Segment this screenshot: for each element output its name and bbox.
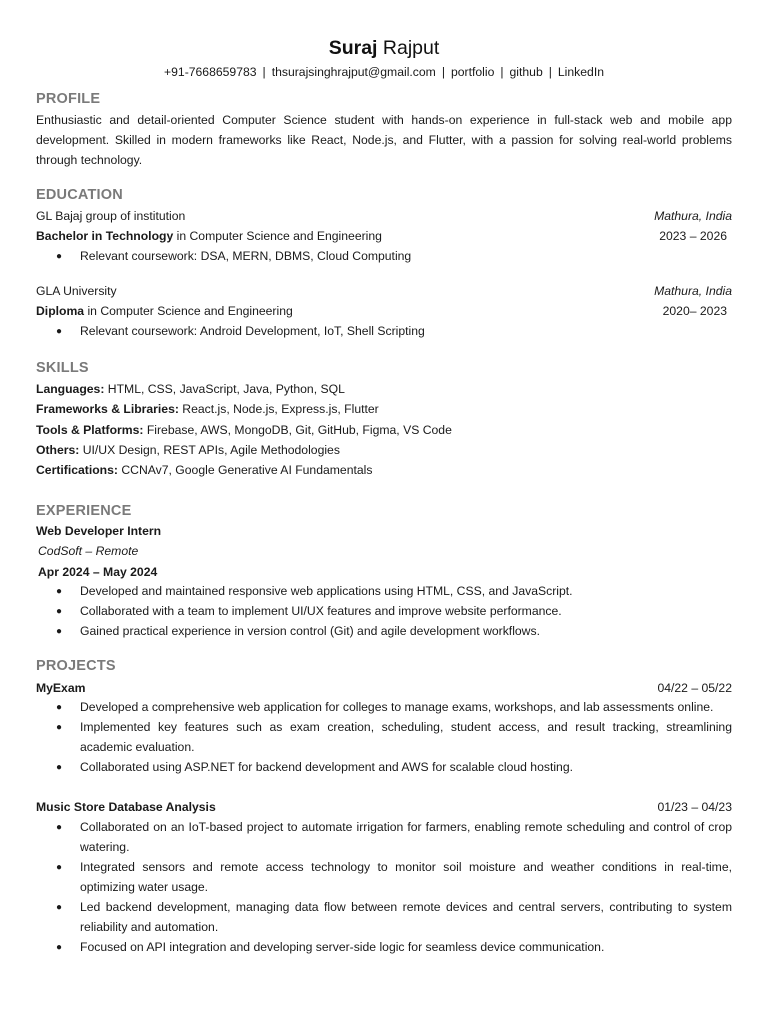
separator: | — [262, 65, 266, 79]
skill-value: HTML, CSS, JavaScript, Java, Python, SQL — [104, 382, 345, 396]
bullet-icon: ● — [56, 586, 63, 597]
bullet-text: Developed and maintained responsive web applications using HTML, CSS, and JavaScript. — [80, 584, 573, 598]
skill-row — [36, 461, 732, 479]
project-bullet — [56, 758, 732, 778]
contact-line — [0, 65, 768, 79]
section-title-education: EDUCATION — [36, 187, 123, 203]
project-bullet — [56, 858, 732, 897]
project-bullet — [56, 898, 732, 937]
project-dates: 01/23 – 04/23 — [657, 800, 732, 814]
education-degree-row — [36, 227, 732, 245]
experience-dates-row — [38, 563, 734, 581]
skill-row — [36, 380, 732, 398]
project-header-row — [36, 679, 732, 697]
separator: | — [441, 65, 445, 79]
bullet-text: Focused on API integration and developing server-side logic for seamless device communication. — [80, 940, 605, 954]
education-dates: 2023 – 2026 — [659, 229, 727, 243]
project-name: MyExam — [36, 681, 86, 695]
degree-name: Diploma — [36, 304, 85, 318]
experience-company: CodSoft – Remote — [38, 544, 139, 558]
skill-value: CCNAv7, Google Generative AI Fundamentals — [117, 463, 373, 477]
github-link[interactable]: github — [509, 65, 543, 79]
skill-row — [36, 421, 732, 439]
email-link[interactable]: thsurajsinghrajput@gmail.com — [271, 65, 436, 79]
project-name: Music Store Database Analysis — [36, 800, 216, 814]
bullet-text: Integrated sensors and remote access technology to monitor soil moisture and weather conditions in real-time, optimizing water usage. — [80, 860, 732, 894]
separator: | — [548, 65, 552, 79]
institution-name: GLA University — [36, 284, 117, 298]
project-bullet — [56, 698, 732, 718]
experience-company-row — [38, 542, 734, 560]
institution-location: Mathura, India — [654, 209, 732, 223]
candidate-name — [0, 37, 768, 60]
bullet-icon: ● — [56, 762, 63, 773]
first-name: Suraj — [328, 37, 378, 59]
skill-label: Certifications: — [36, 463, 118, 477]
project-bullet — [56, 818, 732, 857]
bullet-text: Collaborated on an IoT-based project to automate irrigation for farmers, enabling remote scheduling and control of crop watering. — [80, 820, 732, 854]
degree-field: in Computer Science and Engineering — [173, 229, 382, 243]
education-dates: 2020– 2023 — [662, 304, 727, 318]
bullet-icon: ● — [56, 722, 63, 733]
institution-name: GL Bajaj group of institution — [36, 209, 186, 223]
section-title-skills: SKILLS — [36, 360, 89, 376]
project-bullet — [56, 938, 732, 958]
skill-row — [36, 441, 732, 459]
skill-value: Firebase, AWS, MongoDB, Git, GitHub, Figma, VS Code — [143, 423, 452, 437]
coursework-text: Relevant coursework: Android Development, IoT, Shell Scripting — [80, 324, 425, 338]
education-institution-row — [36, 207, 732, 225]
experience-bullet — [56, 582, 732, 602]
separator: | — [500, 65, 504, 79]
bullet-text: Collaborated with a team to implement UI/UX features and improve website performance. — [80, 604, 562, 618]
portfolio-link[interactable]: portfolio — [450, 65, 495, 79]
project-header-row — [36, 798, 732, 816]
education-institution-row — [36, 282, 732, 300]
bullet-text: Led backend development, managing data flow between remote devices and central servers, contributing to system reliability and automation. — [80, 900, 732, 934]
coursework-item — [56, 322, 732, 342]
bullet-icon: ● — [56, 251, 63, 262]
section-title-profile: PROFILE — [36, 91, 101, 107]
experience-role-row — [36, 522, 732, 540]
institution-location: Mathura, India — [654, 284, 732, 298]
bullet-icon: ● — [56, 606, 63, 617]
skill-value: UI/UX Design, REST APIs, Agile Methodologies — [79, 443, 340, 457]
project-dates: 04/22 – 05/22 — [657, 681, 732, 695]
experience-dates: Apr 2024 – May 2024 — [38, 565, 158, 579]
degree-field: in Computer Science and Engineering — [84, 304, 293, 318]
bullet-icon: ● — [56, 626, 63, 637]
bullet-icon: ● — [56, 702, 63, 713]
education-degree-row — [36, 302, 732, 320]
phone-number: +91-7668659783 — [164, 65, 257, 79]
bullet-text: Collaborated using ASP.NET for backend development and AWS for scalable cloud hosting. — [80, 760, 573, 774]
bullet-icon: ● — [56, 942, 63, 953]
degree-name: Bachelor in Technology — [36, 229, 174, 243]
profile-text: Enthusiastic and detail-oriented Computer Science student with hands-on experience in full-stack web and mobile app development. Skilled in modern frameworks like React, Node.js, and Flutter, with a passion for solving real-world problems through technology. — [36, 113, 732, 167]
coursework-item — [56, 247, 732, 267]
section-title-projects: PROJECTS — [36, 658, 116, 674]
bullet-text: Gained practical experience in version control (Git) and agile development workflows. — [80, 624, 540, 638]
skill-label: Tools & Platforms: — [36, 423, 144, 437]
last-name: Rajput — [382, 37, 440, 59]
experience-role: Web Developer Intern — [36, 524, 162, 538]
coursework-text: Relevant coursework: DSA, MERN, DBMS, Cloud Computing — [80, 249, 412, 263]
bullet-text: Implemented key features such as exam creation, scheduling, student access, and result tracking, streamlining academic evaluation. — [80, 720, 732, 754]
experience-bullet — [56, 622, 732, 642]
skill-row — [36, 400, 732, 418]
bullet-icon: ● — [56, 822, 63, 833]
bullet-icon: ● — [56, 902, 63, 913]
linkedin-link[interactable]: LinkedIn — [557, 65, 604, 79]
bullet-icon: ● — [56, 326, 63, 337]
skill-value: React.js, Node.js, Express.js, Flutter — [178, 402, 379, 416]
skill-label: Languages: — [36, 382, 105, 396]
skill-label: Frameworks & Libraries: — [36, 402, 179, 416]
skill-label: Others: — [36, 443, 80, 457]
bullet-text: Developed a comprehensive web application for colleges to manage exams, workshops, and lab assessments online. — [80, 700, 714, 714]
bullet-icon: ● — [56, 862, 63, 873]
project-bullet — [56, 718, 732, 757]
experience-bullet — [56, 602, 732, 622]
section-title-experience: EXPERIENCE — [36, 503, 132, 519]
